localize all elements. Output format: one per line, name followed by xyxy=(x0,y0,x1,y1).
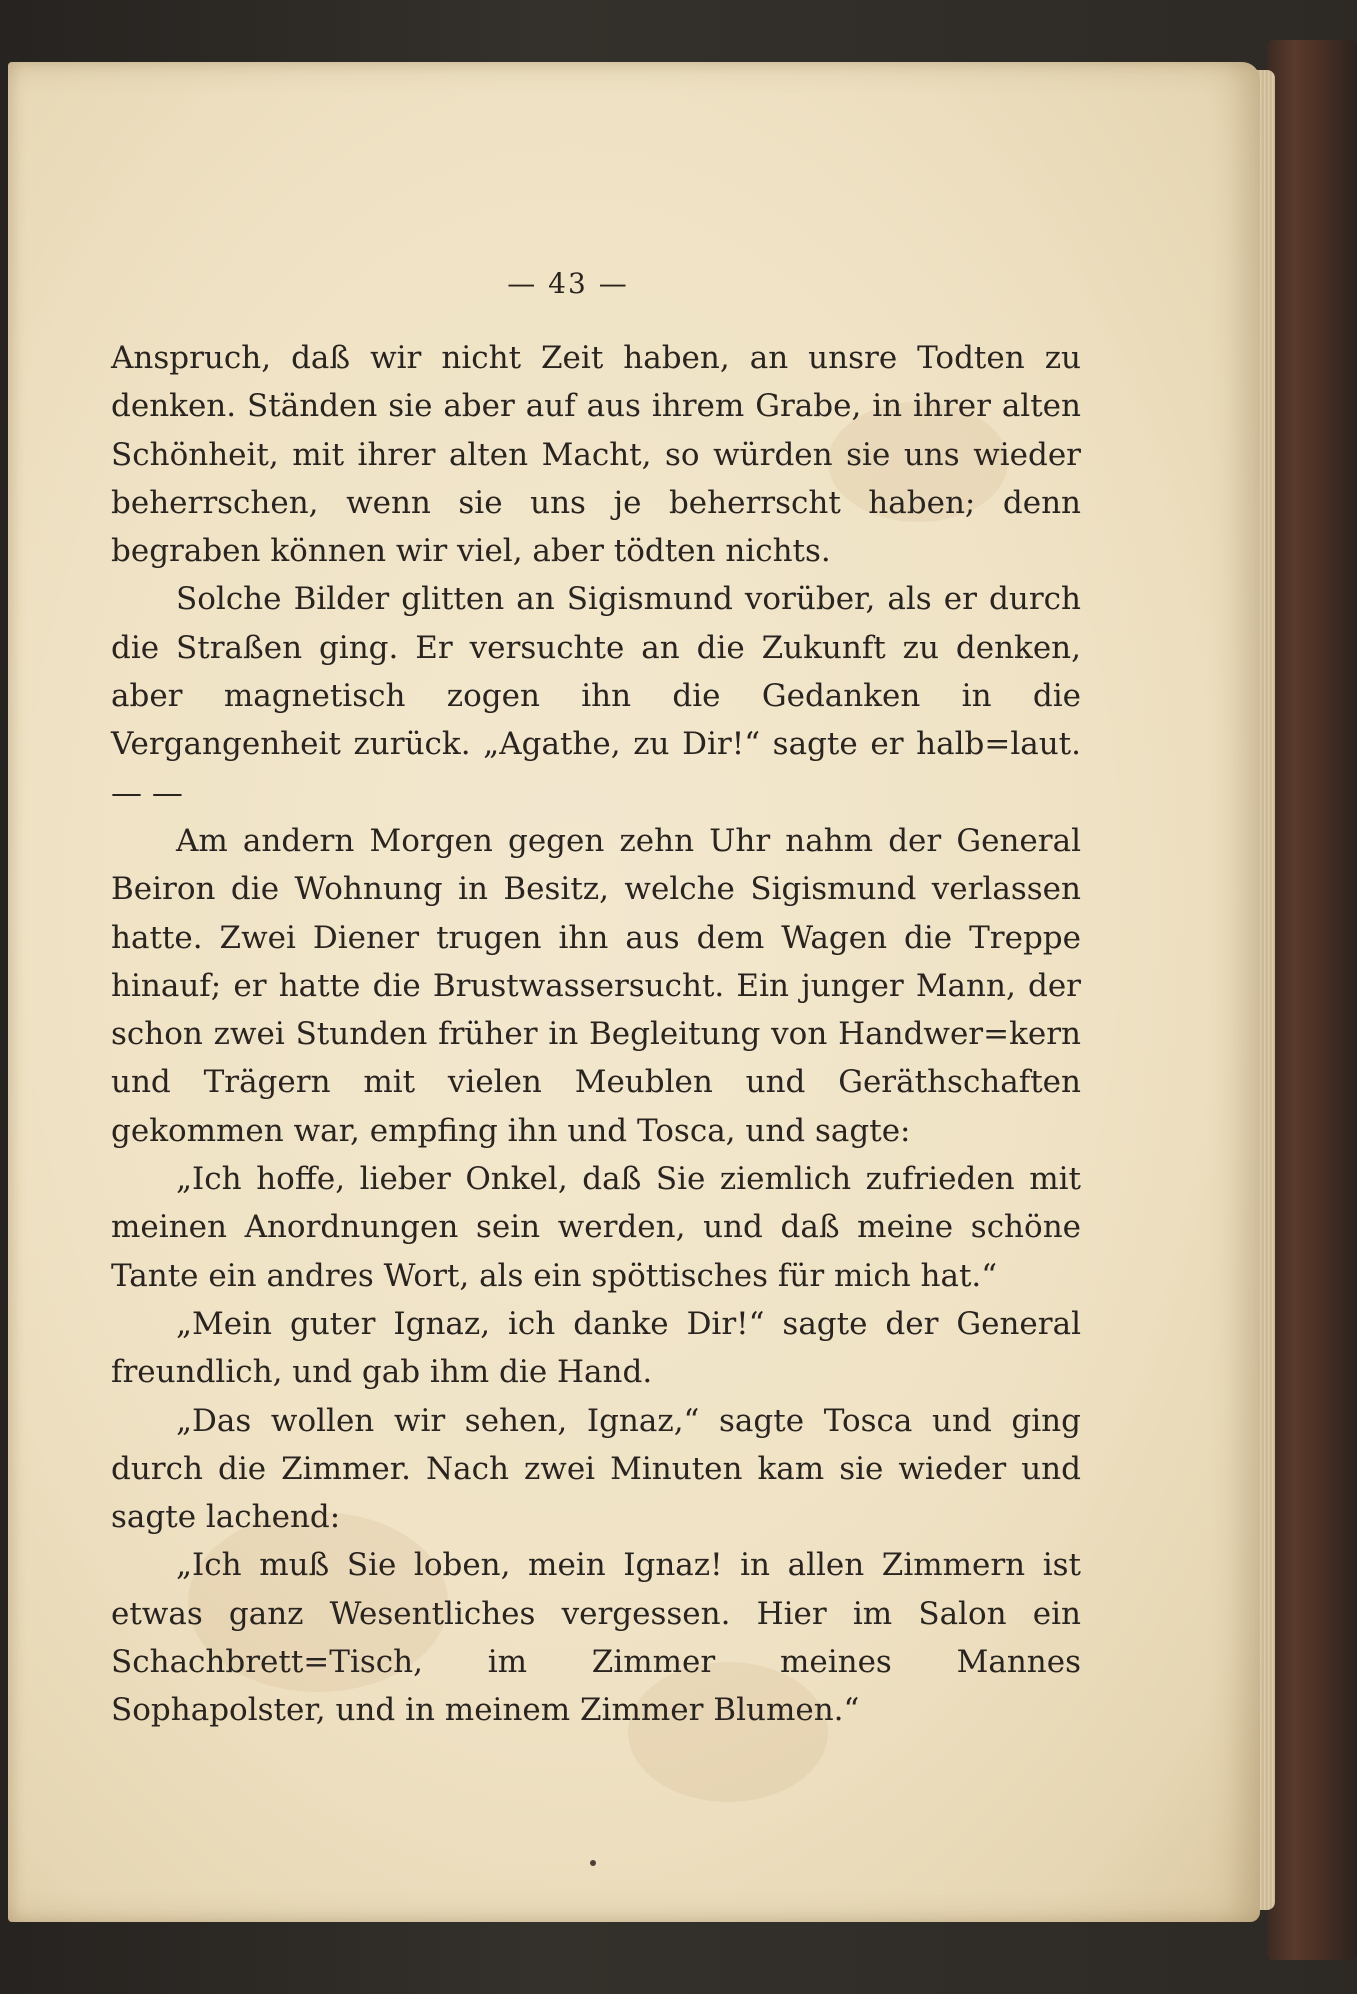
paragraph: Am andern Morgen gegen zehn Uhr nahm der General Beiron die Wohnung in Besitz, welche Sigismund verlassen hatte. Zwei Diener trugen ihn aus dem Wagen die Treppe hinauf; er hatte die Brustwassersucht. Ein junger Mann, der schon zwei Stunden früher in Begleitung von Handwer=kern und Trägern mit vielen Meublen und Geräthschaften gekommen war, empfing ihn und Tosca, und sagte: xyxy=(111,822,1081,1149)
book-spine-edge xyxy=(1267,40,1357,1960)
book-page xyxy=(8,62,1260,1922)
ink-speck xyxy=(590,1860,596,1866)
paragraph: „Ich hoffe, lieber Onkel, daß Sie ziemlich zufrieden mit meinen Anordnungen sein werden, und daß meine schöne Tante ein andres Wort, als ein spöttisches für mich hat.“ xyxy=(111,1161,1081,1294)
paragraph: Anspruch, daß wir nicht Zeit haben, an unsre Todten zu denken. Ständen sie aber auf aus ihrem Grabe, in ihrer alten Schönheit, mit ihrer alten Macht, so würden sie uns wieder beherrschen, wenn sie uns je beherrscht haben; denn begraben können wir viel, aber tödten nichts. xyxy=(111,340,1081,570)
paragraph: „Das wollen wir sehen, Ignaz,“ sagte Tosca und ging durch die Zimmer. Nach zwei Minuten kam sie wieder und sagte lachend: xyxy=(111,1402,1081,1536)
paragraph: „Mein guter Ignaz, ich danke Dir!“ sagte der General freundlich, und gab ihm die Hand. xyxy=(111,1305,1081,1391)
body-text xyxy=(111,334,1081,1735)
paragraph: „Ich muß Sie loben, mein Ignaz! in allen Zimmern ist etwas ganz Wesentliches vergessen. Hier im Salon ein Schachbrett=Tisch, im Zimmer meines Mannes Sophapolster, und in meinem Zimmer Blumen.“ xyxy=(111,1547,1081,1729)
paragraph: Solche Bilder glitten an Sigismund vorüber, als er durch die Straßen ging. Er versuchte an die Zukunft zu denken, aber magnetisch zogen ihn die Gedanken in die Vergangenheit zurück. „Agathe, zu Dir!“ sagte er halb=laut. — — xyxy=(111,581,1081,811)
page-number-header: — 43 — xyxy=(507,267,629,300)
